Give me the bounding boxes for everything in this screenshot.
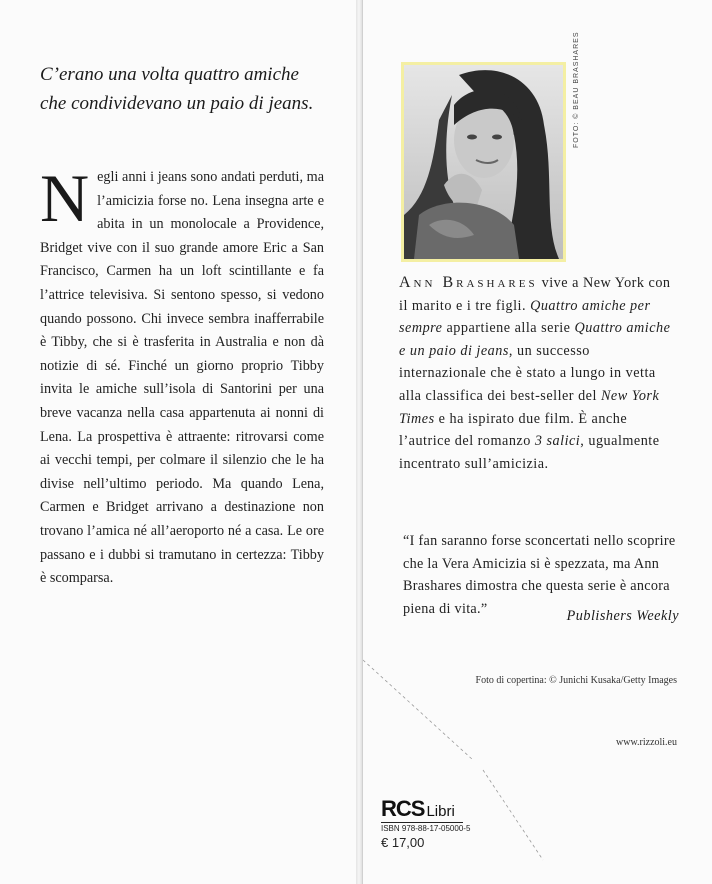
cover-photo-credit: Foto di copertina: © Junichi Kusaka/Getty Images xyxy=(475,675,677,686)
bio-text: e ha ispirato due film. È anche l’autrice del romanzo xyxy=(399,410,628,450)
tagline-line-2: che condividevano un paio di jeans. xyxy=(40,93,314,114)
bio-text: , un successo internazionale che è stato a lungo in vetta alla classifica dei best-seller del xyxy=(399,342,656,404)
publisher-website: www.rizzoli.eu xyxy=(616,737,677,748)
review-quote: “I fan saranno forse sconcertati nello scoprire che la Vera Amicizia si è spezzata, ma Ann Brashares dimostra che questa serie è ancora piena di vita.” xyxy=(403,533,676,617)
bio-text: , ugualmente incentrato sull’amicizia. xyxy=(399,433,660,472)
bio-text: appartiene alla serie xyxy=(442,320,575,337)
synopsis-text: egli anni i jeans sono andati perduti, ma l’amicizia forse no. Lena insegna arte e abita in un monolocale a Providence, Bridget vive con il suo grande amore Eric a San Francisco, Carmen ha un loft scintillante e fa l’attrice televisiva. Si sentono spesso, si vedono quando possono. Chi invece sembra inafferrabile è Tibby, che si è trasferita in Australia e non dà notizie di sé. Finché un giorno proprio Tibby invita le amiche sull’isola di Santorini per una breve vacanza nella casa appartenuta ai nonni di Lena. La prospettiva è attraente: ritrovarsi come ai vecchi tempi, per colmare il silenzio che le ha divise nell’ultimo periodo. Ma quando Lena, Carmen e Bridget arrivano a destinazione non trovano l’amica né all’aeroporto né a casa. Le ore passano e i dubbi si tramutano in certezza: Tibby è scomparsa. xyxy=(40,169,324,587)
author-bio xyxy=(399,272,679,475)
author-name: Ann Brashares xyxy=(399,274,538,291)
photo-credit: FOTO: © BEAU BRASHARES xyxy=(573,31,580,148)
price: € 17,00 xyxy=(381,835,425,850)
tagline-line-1: C’erano una volta quattro amiche xyxy=(40,64,299,85)
drop-cap: N xyxy=(40,160,90,236)
review-source: Publishers Weekly xyxy=(566,608,679,624)
tagline xyxy=(40,60,340,118)
newspaper-title: New York Times xyxy=(399,387,660,427)
synopsis xyxy=(40,160,324,591)
logo-underline xyxy=(381,822,463,823)
book-title: Quattro amiche per sempre xyxy=(399,297,651,337)
bio-text: vive a New York con il marito e i tre figli. xyxy=(399,275,671,314)
isbn: ISBN 978-88-17-05000-5 xyxy=(381,824,471,833)
logo-rcs: RCS xyxy=(381,796,425,821)
author-photo xyxy=(401,62,566,262)
logo-libri: Libri xyxy=(426,803,455,820)
book-title: 3 salici xyxy=(534,433,581,450)
series-title: Quattro amiche e un paio di jeans xyxy=(399,320,671,359)
publisher-logo xyxy=(381,796,455,822)
right-flap xyxy=(362,0,712,884)
